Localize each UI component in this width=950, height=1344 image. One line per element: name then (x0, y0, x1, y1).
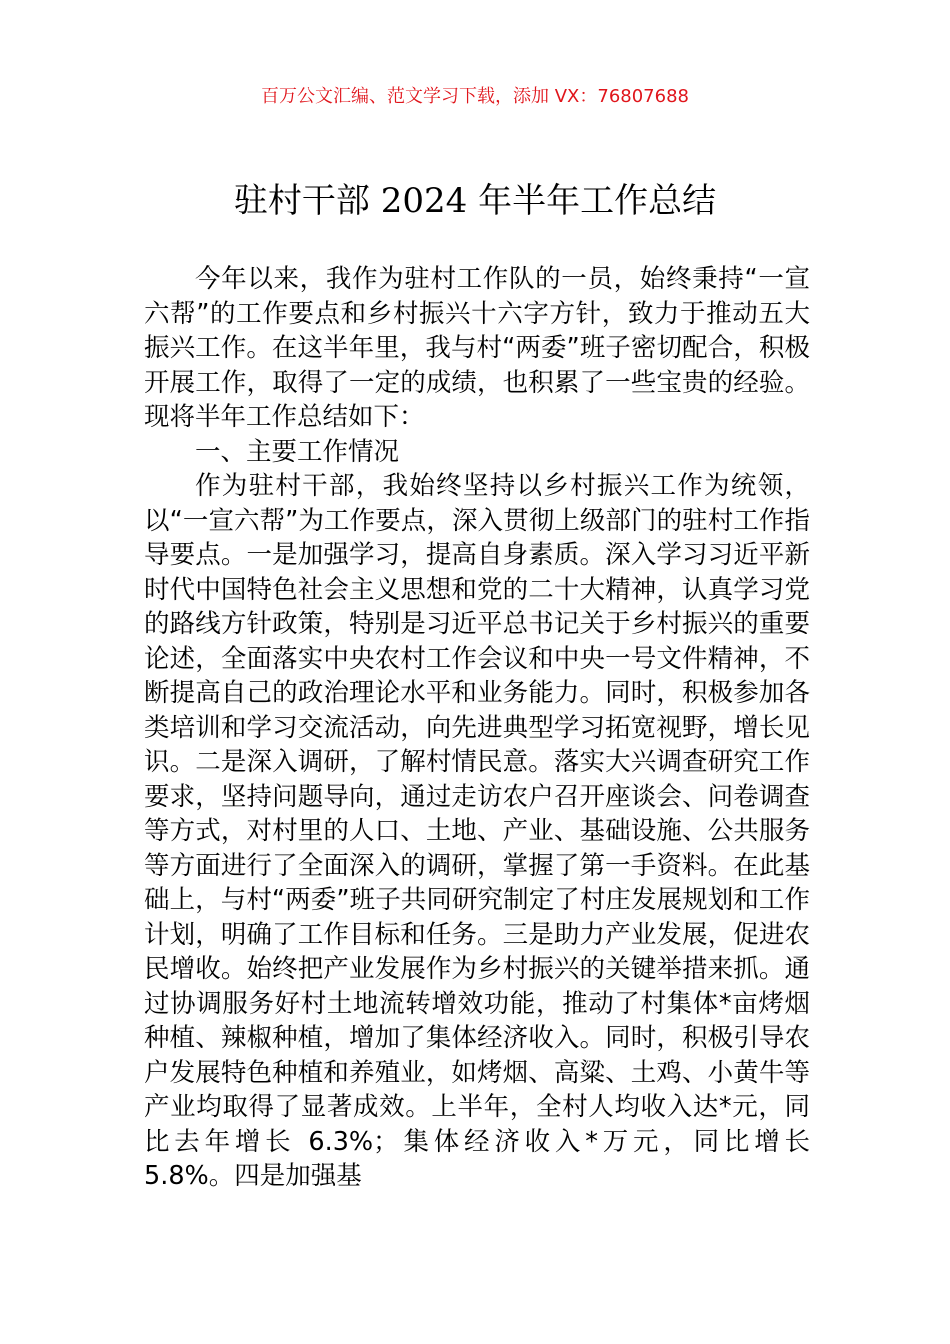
section-heading: 一、主要工作情况 (195, 436, 400, 467)
document-title: 驻村干部 2024 年半年工作总结 (233, 181, 717, 221)
document-body (144, 262, 810, 1194)
header-note: 百万公文汇编、范文学习下载，添加 VX：76807688 (261, 86, 689, 107)
body-paragraph: 作为驻村干部，我始终坚持以乡村振兴工作为统领，以“一宣六帮”为工作要点，深入贯彻上级部门的驻村工作指导要点。一是加强学习，提高自身素质。深入学习习近平新时代中国特色社会主义思想和党的二十大精神，认真学习党的路线方针政策，特别是习近平总书记关于乡村振兴的重要论述，全面落实中央农村工作会议和中央一号文件精神，不断提高自己的政治理论水平和业务能力。同时，积极参加各类培训和学习交流活动，向先进典型学习拓宽视野，增长见识。二是深入调研，了解村情民意。落实大兴调查研究工作要求，坚持问题导向，通过走访农户召开座谈会、问卷调查等方式，对村里的人口、土地、产业、基础设施、公共服务等方面进行了全面深入的调研，掌握了第一手资料。在此基础上，与村“两委”班子共同研究制定了村庄发展规划和工作计划，明确了工作目标和任务。三是助力产业发展，促进农民增收。始终把产业发展作为乡村振兴的关键举措来抓。通过协调服务好村土地流转增效功能，推动了村集体*亩烤烟种植、辣椒种植，增加了集体经济收入。同时，积极引导农户发展特色种植和养殖业，如烤烟、高粱、土鸡、小黄牛等产业均取得了显著成效。上半年，全村人均收入达*元，同比去年增长 6.3%；集体经济收入*万元，同比增长 5.8%。四是加强基 (144, 471, 810, 1191)
intro-paragraph: 今年以来，我作为驻村工作队的一员，始终秉持“一宣六帮”的工作要点和乡村振兴十六字方针，致力于推动五大振兴工作。在这半年里，我与村“两委”班子密切配合，积极开展工作，取得了一定的成绩，也积累了一些宝贵的经验。现将半年工作总结如下： (144, 264, 810, 432)
